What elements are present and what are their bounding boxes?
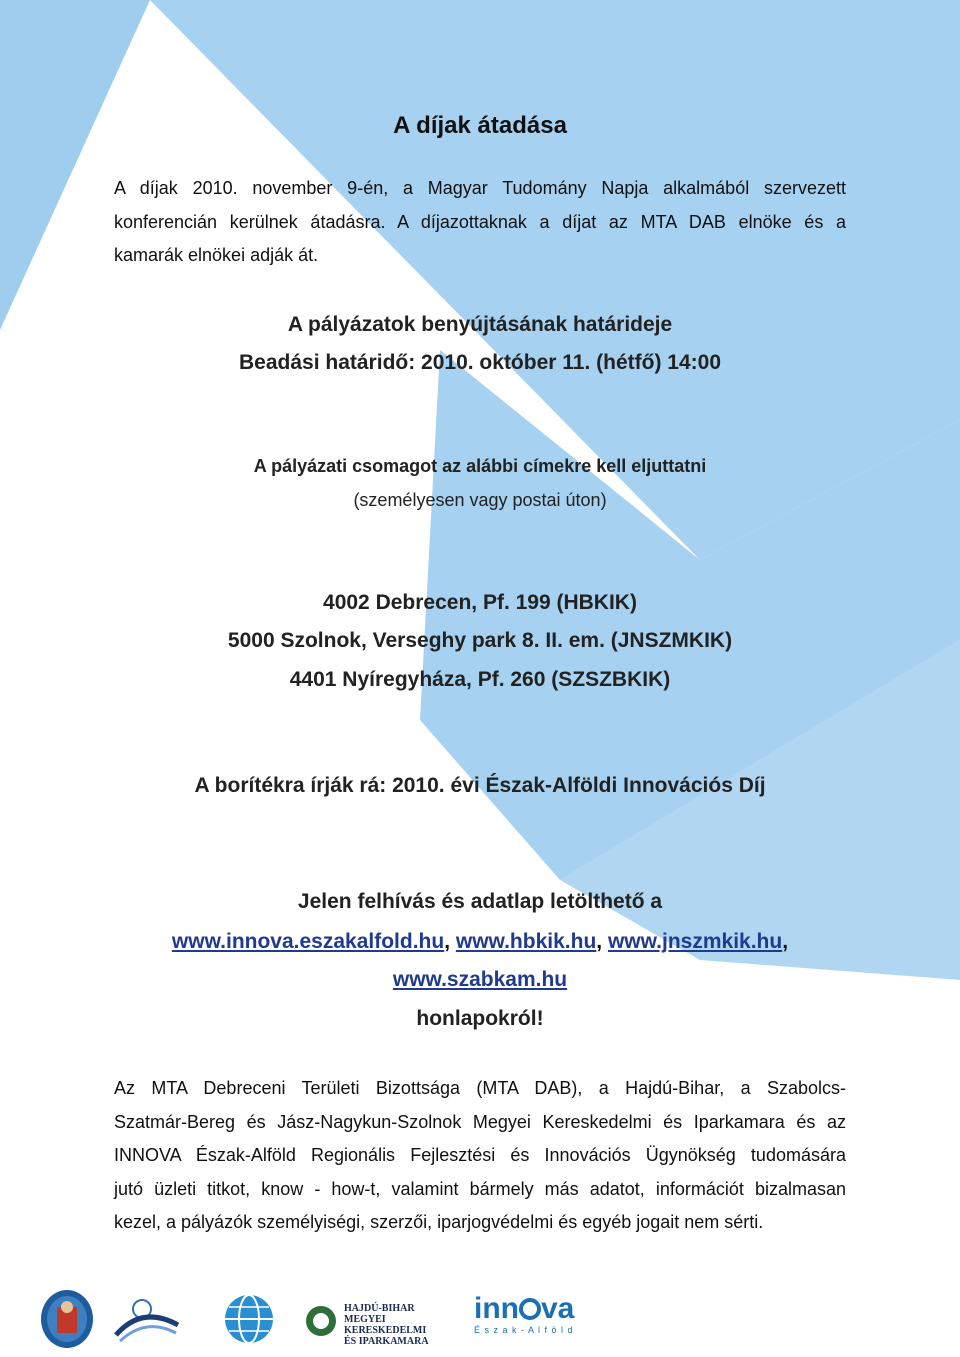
address-jnszmkik: 5000 Szolnok, Verseghy park 8. II. em. (JNSZMKIK): [227, 629, 733, 652]
confidentiality-line: INNOVA Észak-Alföld Regionális Fejlesztési és Innovációs Ügynökség tudomására: [114, 1145, 846, 1165]
innova-subtitle: É s z a k - A l f ö l d: [474, 1325, 574, 1335]
mta-dab-seal-icon: [40, 1289, 94, 1349]
partner-logos: [0, 1285, 960, 1355]
innova-logo: [474, 1293, 594, 1335]
hbkik-wordmark: [344, 1303, 454, 1347]
download-title: Jelen felhívás és adatlap letölthető a: [297, 890, 663, 913]
envelope-instruction: A borítékra írják rá: 2010. évi Észak-Alföldi Innovációs Díj: [194, 774, 766, 797]
swoosh-logo-icon: [112, 1295, 182, 1345]
confidentiality-line: kezel, a pályázók személyiségi, szerzői, iparjogvédelmi és egyéb jogait nem sérti.: [114, 1212, 764, 1232]
page-title: A díjak átadása: [393, 112, 567, 139]
delivery-subtitle: (személyesen vagy postai úton): [353, 490, 607, 510]
download-links-row-2: [0, 968, 960, 992]
deadline-value: Beadási határidő: 2010. október 11. (hétfő) 14:00: [239, 351, 721, 374]
innova-o-icon: [519, 1298, 541, 1320]
download-footer: honlapokról!: [416, 1007, 544, 1030]
link-trailing-comma: ,: [782, 930, 789, 953]
globe-logo-icon: [222, 1291, 276, 1347]
link-separator: ,: [444, 930, 456, 953]
intro-line: konferencián kerülnek átadásra. A díjazottaknak a díjat az MTA DAB elnöke és a: [114, 211, 846, 232]
confidentiality-line: jutó üzleti titkot, know - how-t, valamint bármely más adatot, információt bizalmasan: [114, 1178, 846, 1199]
confidentiality-paragraph: [114, 1072, 846, 1240]
intro-line: A díjak 2010. november 9-én, a Magyar Tudomány Napja alkalmából szervezett: [114, 178, 846, 198]
hbkik-line-2: KERESKEDELMI: [344, 1325, 427, 1336]
hbkik-emblem-icon: [304, 1305, 338, 1337]
confidentiality-line: Az MTA Debreceni Területi Bizottsága (MTA DAB), a Hajdú-Bihar, a Szabolcs-: [114, 1078, 846, 1098]
hbkik-line-3: ÉS IPARKAMARA: [344, 1336, 429, 1347]
link-innova[interactable]: www.innova.eszakalfold.hu: [171, 930, 445, 953]
bg-shape-left-band: [0, 0, 150, 330]
innova-name-end: va: [541, 1292, 575, 1325]
deadline-title: A pályázatok benyújtásának határideje: [287, 313, 673, 336]
link-szabkam[interactable]: www.szabkam.hu: [392, 968, 568, 991]
confidentiality-line: Szatmár-Bereg és Jász-Nagykun-Szolnok Megyei Kereskedelmi és Iparkamara és az: [114, 1111, 846, 1132]
address-hbkik: 4002 Debrecen, Pf. 199 (HBKIK): [323, 591, 637, 614]
intro-paragraph: [114, 172, 846, 273]
link-separator: ,: [596, 930, 608, 953]
address-szszbkik: 4401 Nyíregyháza, Pf. 260 (SZSZBKIK): [289, 668, 671, 691]
delivery-title: A pályázati csomagot az alábbi címekre kell eljuttatni: [253, 456, 707, 476]
innova-name: inn: [474, 1292, 519, 1325]
link-hbkik[interactable]: www.hbkik.hu: [455, 930, 597, 953]
intro-line: kamarák elnökei adják át.: [114, 245, 319, 265]
link-jnszmkik[interactable]: www.jnszmkik.hu: [607, 930, 783, 953]
download-links-row: [0, 930, 960, 954]
hbkik-line-1: HAJDÚ-BIHAR MEGYEI: [344, 1303, 415, 1325]
